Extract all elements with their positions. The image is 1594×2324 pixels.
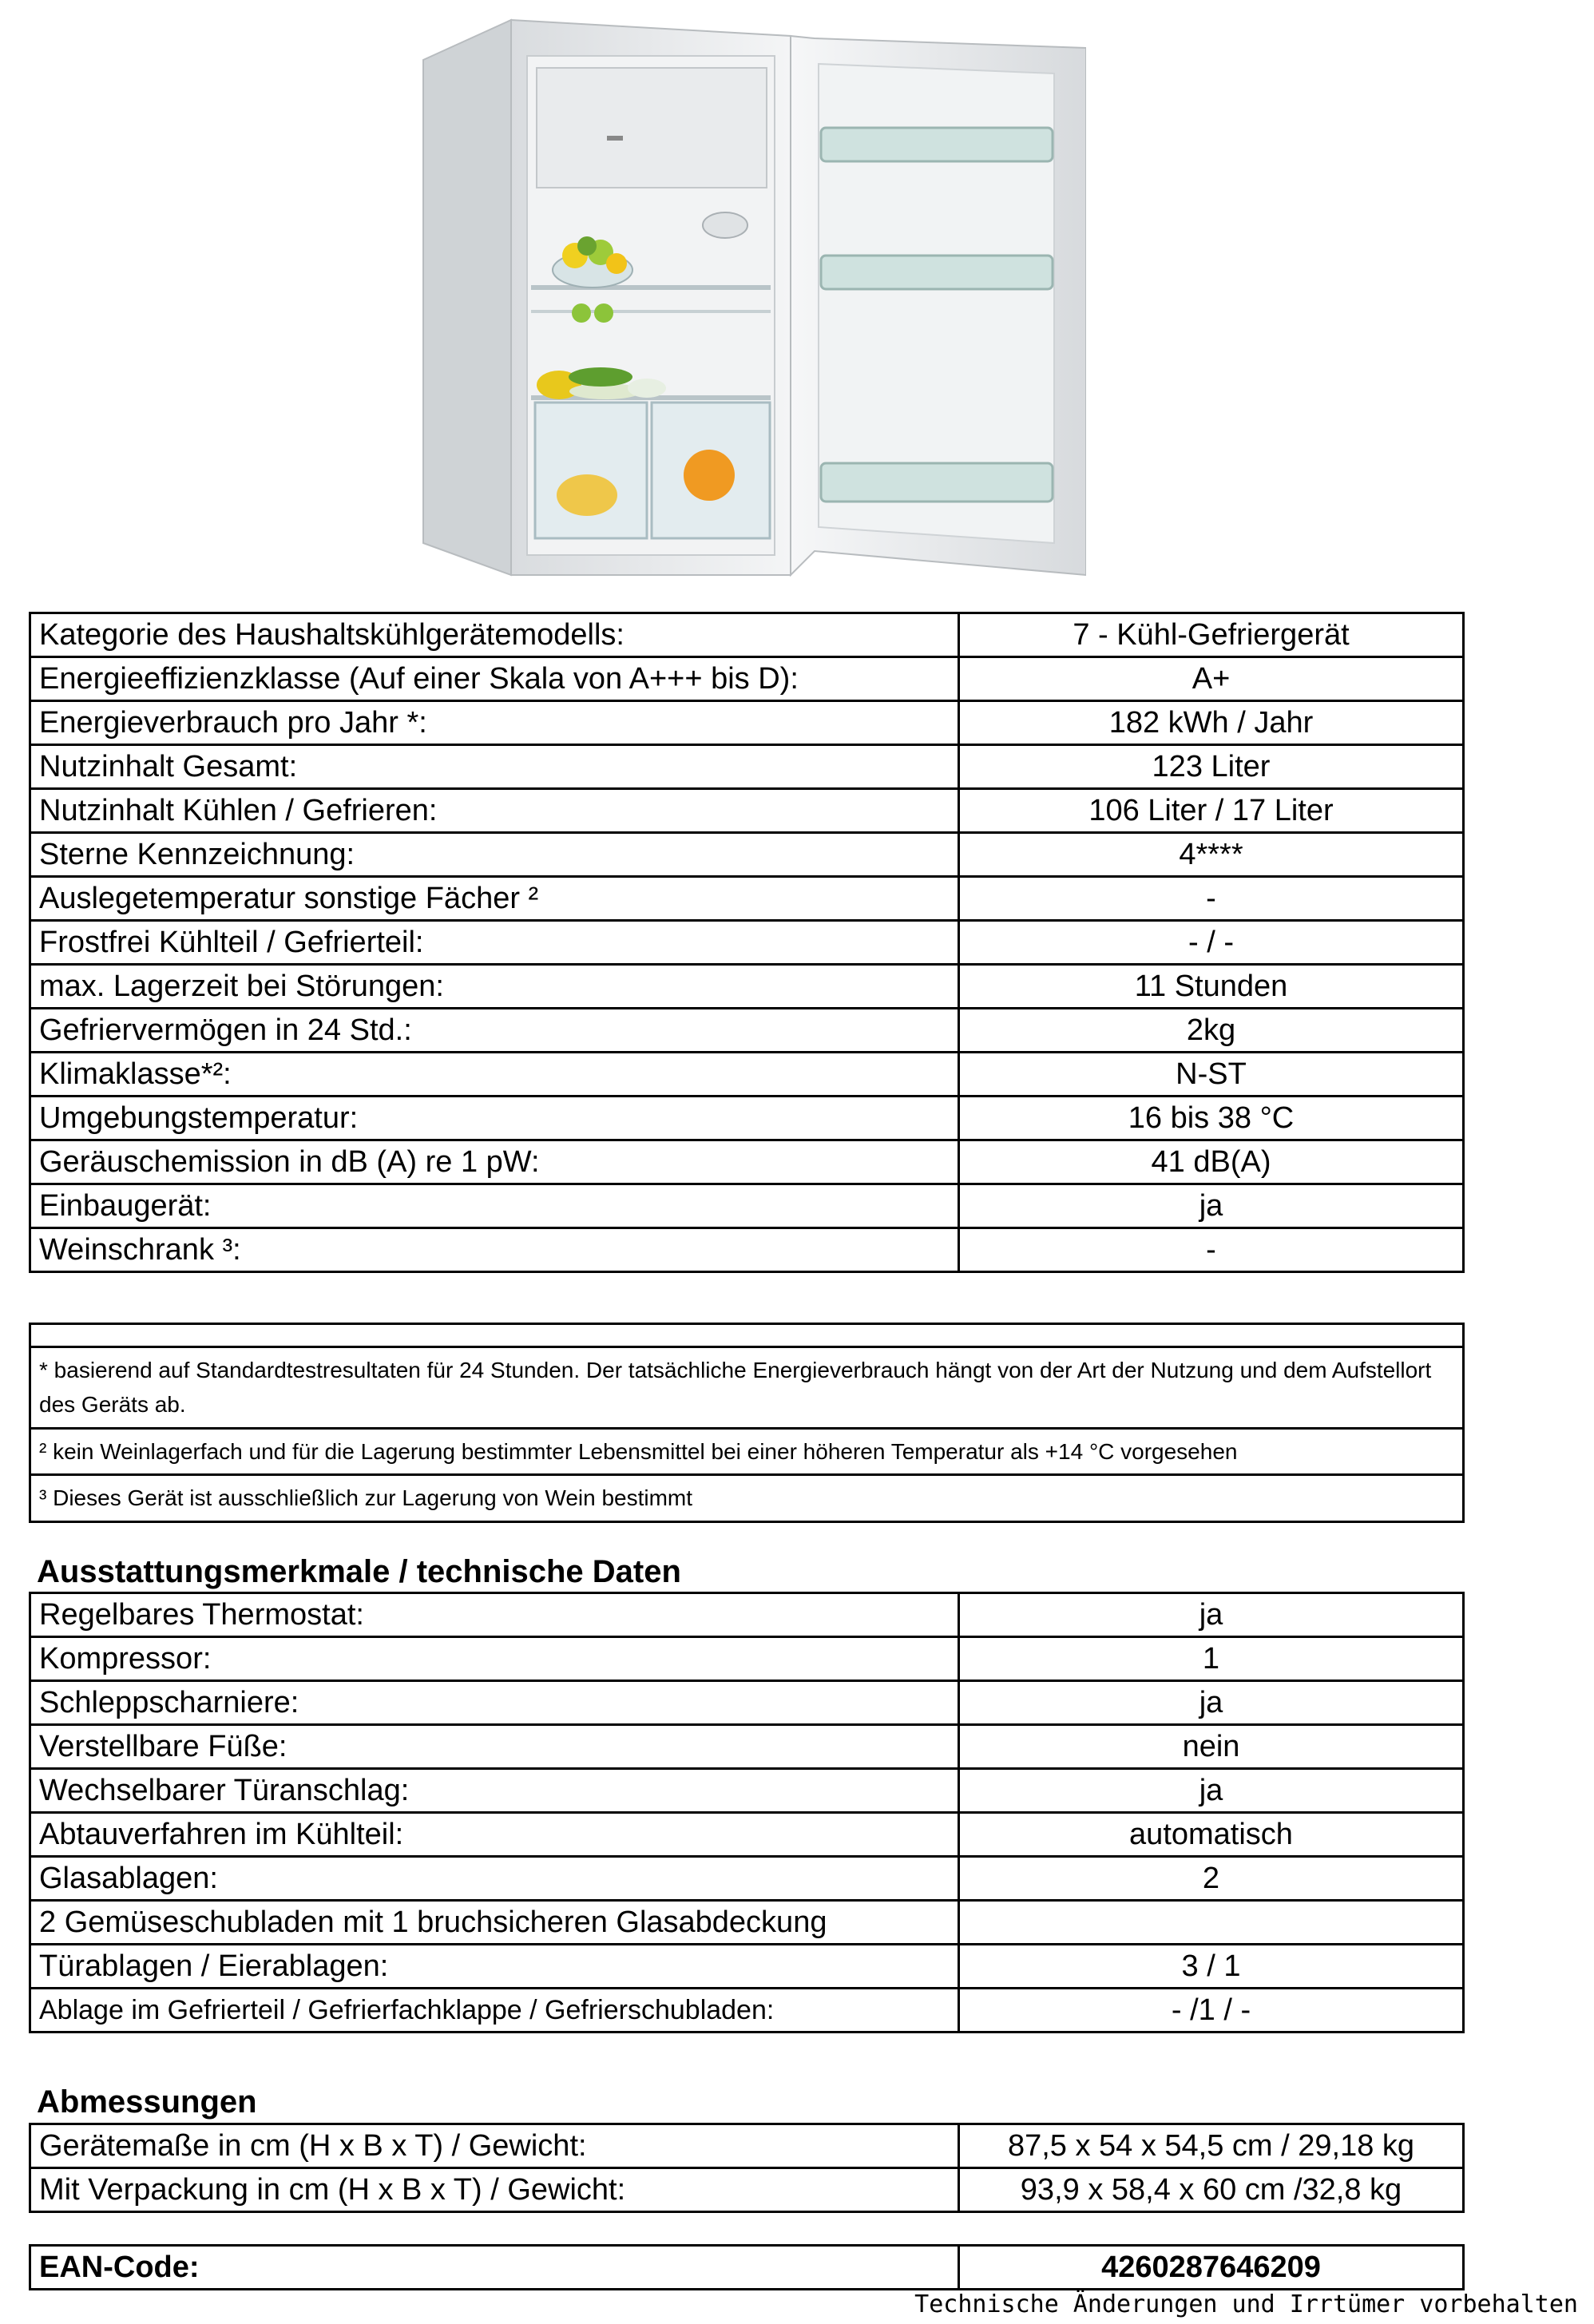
spec-label: Sterne Kennzeichnung: xyxy=(30,833,959,877)
table-row xyxy=(30,1009,1464,1053)
spec-value: 16 bis 38 °C xyxy=(959,1097,1464,1140)
footnote-wine: ³ Dieses Gerät ist ausschließlich zur Lagerung von Wein bestimmt xyxy=(31,1473,1462,1520)
spec-label: Türablagen / Eierablagen: xyxy=(30,1945,959,1989)
spec-value: - xyxy=(959,877,1464,921)
features-heading: Ausstattungsmerkmale / technische Daten xyxy=(37,1554,681,1589)
table-row xyxy=(30,1228,1464,1272)
spec-label: Regelbares Thermostat: xyxy=(30,1593,959,1637)
energy-specification-table xyxy=(29,612,1465,1273)
table-row xyxy=(30,1901,1464,1945)
spec-value: 4**** xyxy=(959,833,1464,877)
table-row xyxy=(30,1725,1464,1769)
spec-label: Kategorie des Haushaltskühlgerätemodells: xyxy=(30,613,959,657)
spec-label: Weinschrank ³: xyxy=(30,1228,959,1272)
spec-value: - /1 / - xyxy=(959,1989,1464,2033)
spec-label: Nutzinhalt Kühlen / Gefrieren: xyxy=(30,789,959,833)
table-row xyxy=(30,1681,1464,1725)
table-row xyxy=(30,1053,1464,1097)
spec-label: Einbaugerät: xyxy=(30,1184,959,1228)
spec-label: Gerätemaße in cm (H x B x T) / Gewicht: xyxy=(30,2124,959,2168)
table-row xyxy=(30,613,1464,657)
dimensions-heading: Abmessungen xyxy=(37,2084,257,2120)
spec-label: Ablage im Gefrierteil / Gefrierfachklappe / Gefrierschubladen: xyxy=(30,1989,959,2033)
fridge-freezer-illustration-icon xyxy=(415,16,1086,579)
spec-label: Mit Verpackung in cm (H x B x T) / Gewicht: xyxy=(30,2168,959,2212)
spec-value: ja xyxy=(959,1184,1464,1228)
table-row xyxy=(30,1593,1464,1637)
table-row xyxy=(30,1184,1464,1228)
disclaimer-note: Technische Änderungen und Irrtümer vorbehalten xyxy=(914,2290,1578,2318)
spec-value: 41 dB(A) xyxy=(959,1140,1464,1184)
features-table xyxy=(29,1592,1465,2033)
table-row xyxy=(30,1769,1464,1813)
spec-value: 106 Liter / 17 Liter xyxy=(959,789,1464,833)
spec-value: 93,9 x 58,4 x 60 cm /32,8 kg xyxy=(959,2168,1464,2212)
spec-label: Umgebungstemperatur: xyxy=(30,1097,959,1140)
spec-label: max. Lagerzeit bei Störungen: xyxy=(30,965,959,1009)
ean-row xyxy=(30,2246,1464,2290)
spec-label: Kompressor: xyxy=(30,1637,959,1681)
table-row xyxy=(30,1637,1464,1681)
spec-value: 87,5 x 54 x 54,5 cm / 29,18 kg xyxy=(959,2124,1464,2168)
spec-label: Energieeffizienzklasse (Auf einer Skala von A+++ bis D): xyxy=(30,657,959,701)
spec-label: Geräuschemission in dB (A) re 1 pW: xyxy=(30,1140,959,1184)
energy-footnotes xyxy=(29,1323,1465,1523)
spec-value: ja xyxy=(959,1769,1464,1813)
table-row xyxy=(30,1945,1464,1989)
spec-value: ja xyxy=(959,1593,1464,1637)
table-row xyxy=(30,745,1464,789)
spec-label: Abtauverfahren im Kühlteil: xyxy=(30,1813,959,1857)
spec-value: 2 xyxy=(959,1857,1464,1901)
spec-value: A+ xyxy=(959,657,1464,701)
spec-value: ja xyxy=(959,1681,1464,1725)
spec-label: Energieverbrauch pro Jahr *: xyxy=(30,701,959,745)
table-row xyxy=(30,1813,1464,1857)
spec-value: - xyxy=(959,1228,1464,1272)
spec-value: 2kg xyxy=(959,1009,1464,1053)
table-row xyxy=(30,701,1464,745)
spec-label: Gefriervermögen in 24 Std.: xyxy=(30,1009,959,1053)
spec-value: nein xyxy=(959,1725,1464,1769)
spec-value: 7 - Kühl-Gefriergerät xyxy=(959,613,1464,657)
spec-label: Schleppscharniere: xyxy=(30,1681,959,1725)
spec-value: 123 Liter xyxy=(959,745,1464,789)
spec-label: Nutzinhalt Gesamt: xyxy=(30,745,959,789)
spec-label: Glasablagen: xyxy=(30,1857,959,1901)
table-row xyxy=(30,1989,1464,2033)
spec-value: automatisch xyxy=(959,1813,1464,1857)
spec-label: Verstellbare Füße: xyxy=(30,1725,959,1769)
table-row xyxy=(30,2168,1464,2212)
table-row xyxy=(30,789,1464,833)
footnote-spacer xyxy=(31,1325,1462,1346)
spec-label: 2 Gemüseschubladen mit 1 bruchsicheren Glasabdeckung xyxy=(30,1901,959,1945)
spec-value xyxy=(959,1901,1464,1945)
table-row xyxy=(30,921,1464,965)
dimensions-table xyxy=(29,2123,1465,2213)
spec-value: - / - xyxy=(959,921,1464,965)
spec-label: Wechselbarer Türanschlag: xyxy=(30,1769,959,1813)
spec-value: N-ST xyxy=(959,1053,1464,1097)
footnote-temperature: ² kein Weinlagerfach und für die Lagerung bestimmter Lebensmittel bei einer höheren Temperatur als +14 °C vorgesehen xyxy=(31,1427,1462,1473)
spec-label: Auslegetemperatur sonstige Fächer ² xyxy=(30,877,959,921)
spec-value: 182 kWh / Jahr xyxy=(959,701,1464,745)
ean-table xyxy=(29,2244,1465,2290)
footnote-energy: * basierend auf Standardtestresultaten für 24 Stunden. Der tatsächliche Energieverbrauch hängt von der Art der Nutzung und dem Aufstellort des Geräts ab. xyxy=(31,1346,1462,1427)
table-row xyxy=(30,2124,1464,2168)
table-row xyxy=(30,1140,1464,1184)
ean-value: 4260287646209 xyxy=(959,2246,1464,2290)
spec-label: Klimaklasse*²: xyxy=(30,1053,959,1097)
spec-value: 3 / 1 xyxy=(959,1945,1464,1989)
table-row xyxy=(30,657,1464,701)
spec-value: 1 xyxy=(959,1637,1464,1681)
table-row xyxy=(30,877,1464,921)
table-row xyxy=(30,1857,1464,1901)
table-row xyxy=(30,833,1464,877)
ean-label: EAN-Code: xyxy=(30,2246,959,2290)
table-row xyxy=(30,965,1464,1009)
table-row xyxy=(30,1097,1464,1140)
spec-label: Frostfrei Kühlteil / Gefrierteil: xyxy=(30,921,959,965)
spec-value: 11 Stunden xyxy=(959,965,1464,1009)
